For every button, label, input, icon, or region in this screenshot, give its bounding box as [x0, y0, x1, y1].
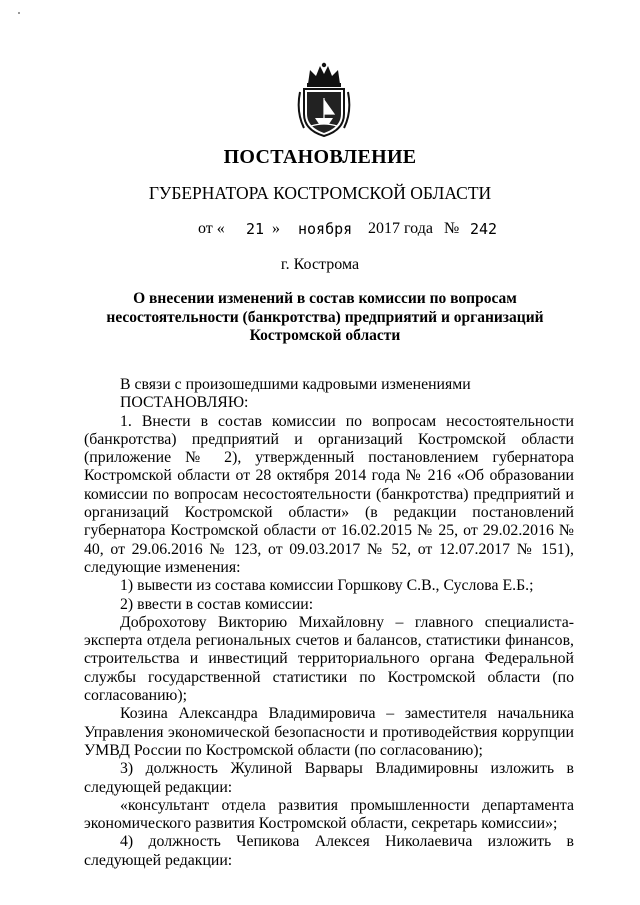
paragraph-subitem-3: 3) должность Жулиной Варвары Владимировны изложить в следующей редакции:	[84, 760, 574, 796]
paragraph-item-1: 1. Внести в состав комиссии по вопросам несостоятельности (банкротства) предприятий и организаций Костромской области (приложение № 2), утвержденный постановлением губернатора Костромской области от 28 октября 2014 года № 216 «Об образовании комиссии по вопросам несостоятельности (банкротства) предприятий и организаций Костромской области» (в редакции постановлений губернатора Костромской области от 16.02.2015 № 25, от 29.02.2016 № 40, от 29.06.2016 № 123, от 09.03.2017 № 52, от 12.07.2017 № 151), следующие изменения:	[84, 412, 574, 576]
paragraph-subitem-2: 2) ввести в состав комиссии:	[120, 595, 314, 613]
paragraph-new-position: «консультант отдела развития промышленности департамента экономического развития Костромской области, секретарь комиссии»;	[84, 796, 574, 833]
paragraph-member-dobrokhotova: Доброхотову Викторию Михайловну – главного специалиста-эксперта отдела региональных счетов и балансов, статистики финансов, строительства и инвестиций территориального органа Федеральной службы государственной статистики по Костромской области (по согласованию);	[84, 613, 574, 705]
paragraph-subitem-1: 1) вывести из состава комиссии Горшкову С.В., Суслова Е.Б.;	[120, 577, 534, 595]
document-number: 242	[470, 220, 498, 238]
date-year: 2017 года	[368, 220, 433, 237]
document-title: ПОСТАНОВЛЕНИЕ	[223, 146, 417, 168]
city-line: г. Кострома	[280, 256, 360, 273]
paragraph-preamble: В связи с произошедшими кадровыми изменениями	[120, 376, 471, 393]
paragraph-resolve: ПОСТАНОВЛЯЮ:	[120, 394, 249, 412]
date-day: 21	[246, 220, 265, 238]
document-heading: О внесении изменений в состав комиссии по вопросам несостоятельности (банкротства) предприятий и организаций Костромской области	[106, 290, 544, 344]
paragraph-subitem-4: 4) должность Чепикова Алексея Николаевича изложить в следующей редакции:	[84, 833, 574, 869]
paragraph-member-kozin: Козина Александра Владимировича – заместителя начальника Управления экономической безопасности и противодействия коррупции УМВД России по Костромской области (по согласованию);	[84, 705, 574, 759]
kostroma-coat-of-arms-icon	[294, 62, 354, 138]
date-separator: »	[272, 220, 280, 237]
date-number-line	[198, 220, 518, 242]
document-body	[84, 376, 574, 870]
date-prefix: от «	[198, 220, 225, 237]
number-sign: №	[444, 220, 460, 237]
scan-speck	[18, 12, 20, 14]
issuer-line: ГУБЕРНАТОРА КОСТРОМСКОЙ ОБЛАСТИ	[148, 183, 492, 203]
date-month: ноября	[298, 220, 353, 238]
